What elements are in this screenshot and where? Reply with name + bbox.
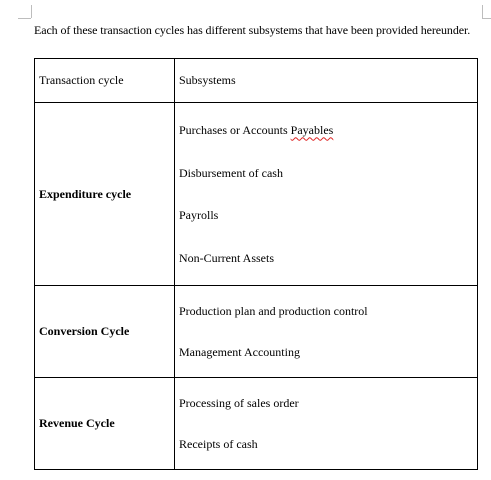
table-row — [35, 103, 478, 286]
header-transaction-cycle[interactable]: Transaction cycle — [35, 59, 175, 103]
subsystems-cell-expenditure[interactable] — [175, 103, 478, 286]
table-row — [35, 378, 478, 470]
cycle-cell-conversion[interactable]: Conversion Cycle — [35, 286, 175, 378]
intro-paragraph[interactable]: Each of these transaction cycles has different subsystems that have been provided hereunder. — [34, 23, 471, 37]
table-row — [35, 286, 478, 378]
transaction-cycles-table — [34, 58, 478, 470]
subsystem-item: Receipts of cash — [179, 437, 258, 452]
subsystems-cell-revenue[interactable] — [175, 378, 478, 470]
header-subsystems[interactable]: Subsystems — [175, 59, 478, 103]
table-header-row — [35, 59, 478, 103]
subsystem-item: Processing of sales order — [179, 395, 299, 410]
cycle-cell-expenditure[interactable]: Expenditure cycle — [35, 103, 175, 286]
subsystem-text: Purchases or Accounts — [179, 123, 291, 138]
subsystem-item: Payrolls — [179, 208, 219, 223]
subsystem-item: Disbursement of cash — [179, 165, 283, 180]
subsystem-item: Management Accounting — [179, 345, 300, 360]
cycle-cell-revenue[interactable]: Revenue Cycle — [35, 378, 175, 470]
margin-mark-top-right — [482, 5, 483, 18]
margin-mark-top-left — [31, 5, 32, 18]
spellcheck-flagged-word[interactable]: Payables — [290, 123, 334, 138]
subsystems-cell-conversion[interactable] — [175, 286, 478, 378]
subsystem-item — [179, 122, 477, 138]
margin-mark-top-left-h — [18, 18, 31, 19]
subsystem-item: Production plan and production control — [179, 303, 368, 318]
margin-mark-top-right-h — [482, 18, 491, 19]
subsystem-item: Non-Current Assets — [179, 250, 274, 265]
